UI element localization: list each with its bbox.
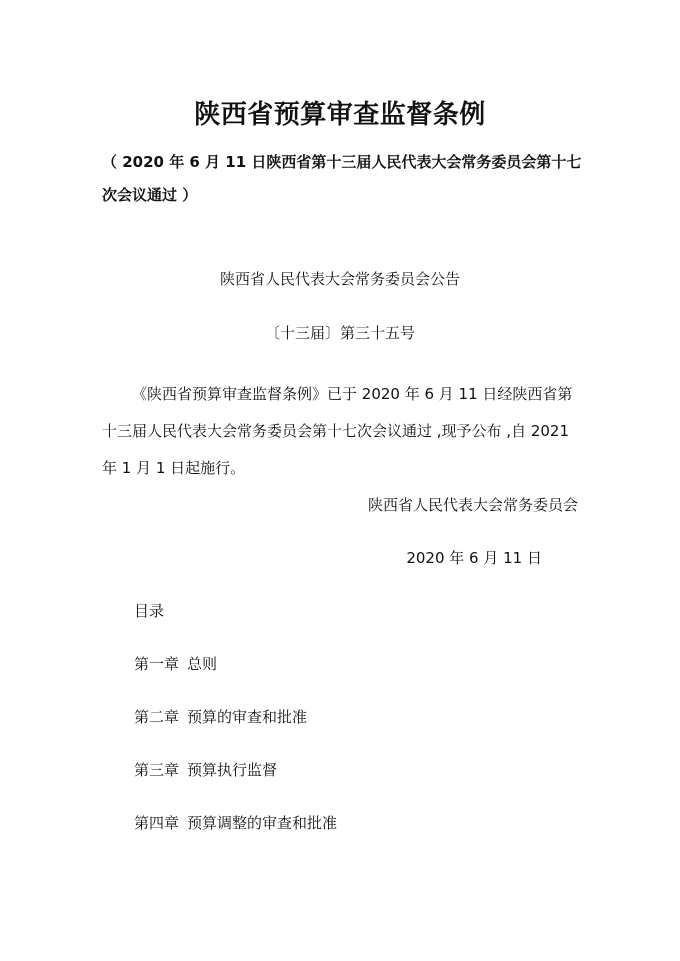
signer: 陕西省人民代表大会常务委员会 [367,496,578,514]
body-line: 年 1 月 1 日起施行。 [102,459,246,477]
announcement-date: 2020 年 6 月 11 日 [406,549,542,567]
announcer-heading: 陕西省人民代表大会常务委员会公告 [219,270,460,288]
toc-chapter-title: 预算执行监督 [187,761,278,779]
announcement-number: 〔十三届〕第三十五号 [264,324,415,342]
toc-chapter-title: 总则 [187,655,218,673]
document-title: 陕西省预算审查监督条例 [194,100,486,130]
toc-chapter-number: 第二章 [134,708,180,726]
body-line: 《陕西省预算审查监督条例》已于 2020 年 6 月 11 日经陕西省第 [132,385,573,403]
toc-item[interactable] [134,759,337,812]
toc-heading: 目录 [134,602,165,620]
toc-item[interactable] [134,812,337,865]
subtitle-line: 次会议通过 ） [102,186,198,204]
toc-chapter-title: 预算的审查和批准 [187,708,308,726]
table-of-contents [134,600,337,865]
subtitle-line: （ 2020 年 6 月 11 日陕西省第十三届人民代表大会常务委员会第十七 [102,153,582,171]
toc-chapter-number: 第一章 [134,655,180,673]
announcement-body [102,376,580,487]
toc-item[interactable] [134,706,337,759]
toc-chapter-number: 第三章 [134,761,180,779]
toc-chapter-title: 预算调整的审查和批准 [187,814,338,832]
toc-chapter-number: 第四章 [134,814,180,832]
toc-item[interactable] [134,653,337,706]
document-subtitle [102,146,582,212]
body-line: 十三届人民代表大会常务委员会第十七次会议通过 ,现予公布 ,自 2021 [102,422,570,440]
